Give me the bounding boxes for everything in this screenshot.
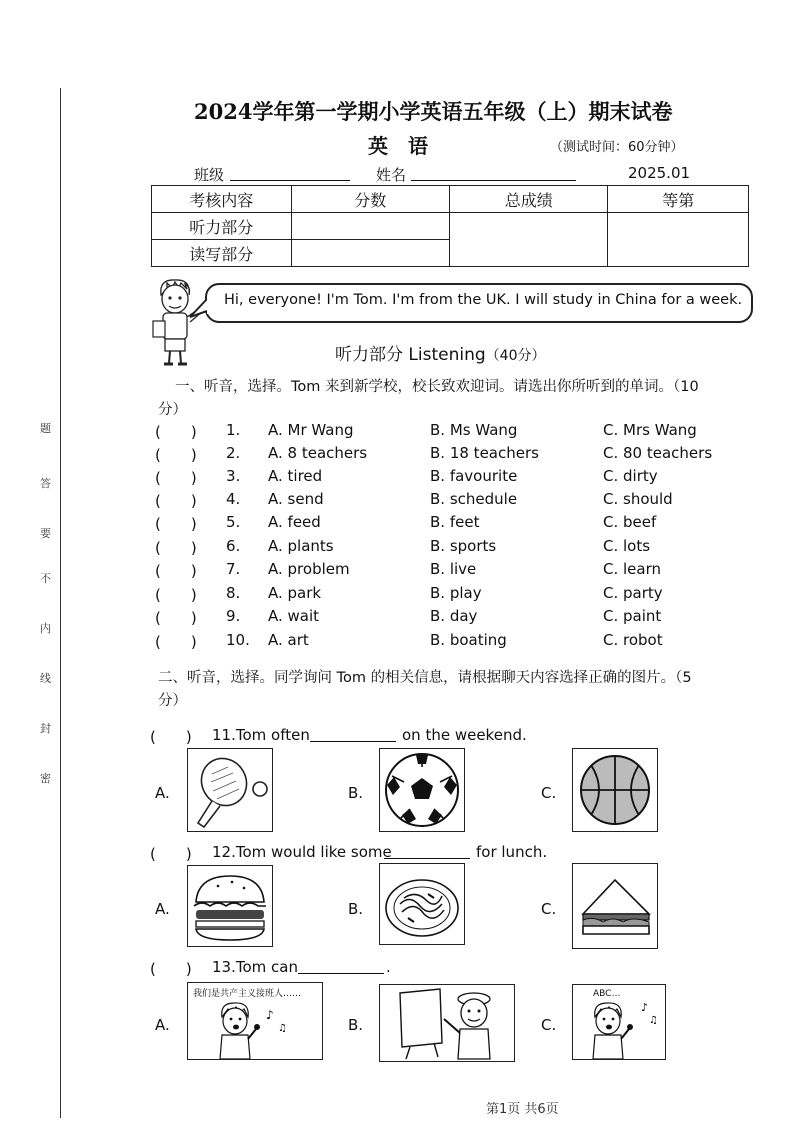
- question-12-text: 12.Tom would like some: [212, 843, 392, 861]
- listening-points: （40分）: [485, 348, 546, 364]
- option-b: B. sports: [430, 537, 497, 555]
- table-header-cell: 等第: [608, 186, 749, 213]
- answer-paren[interactable]: ( ): [150, 845, 192, 863]
- svg-text:♫: ♫: [649, 1015, 658, 1026]
- option-c: C. party: [603, 584, 663, 602]
- option-c-label: C.: [541, 900, 557, 918]
- question-number: 8.: [226, 584, 241, 602]
- option-a: A. wait: [268, 607, 320, 625]
- question-13-text: 13.Tom can: [212, 958, 298, 976]
- option-a: A. send: [268, 490, 324, 508]
- name-label: 姓名: [376, 166, 407, 184]
- option-b: B. Ms Wang: [430, 421, 518, 439]
- grade-cell[interactable]: [608, 213, 749, 267]
- side-strip-char: 要: [40, 527, 51, 540]
- question-number: 3.: [226, 467, 241, 485]
- picture-option-b[interactable]: [379, 863, 465, 945]
- question-number: 9.: [226, 607, 241, 625]
- picture-option-c[interactable]: [572, 863, 658, 949]
- option-c: C. beef: [603, 513, 657, 531]
- hamburger-icon: [188, 866, 272, 946]
- table-header-cell: 考核内容: [152, 186, 292, 213]
- picture-option-a[interactable]: [187, 865, 273, 947]
- bubble-tail-icon: [188, 297, 210, 321]
- time-note: （测试时间：60分钟）: [550, 140, 684, 155]
- option-a: A. tired: [268, 467, 323, 485]
- option-a: A. park: [268, 584, 322, 602]
- option-b: B. day: [430, 607, 478, 625]
- option-a: A. plants: [268, 537, 334, 555]
- section2-instruction-cont: 分）: [158, 693, 187, 709]
- question-number: 2.: [226, 444, 241, 462]
- option-b: B. play: [430, 584, 482, 602]
- answer-paren[interactable]: ( ): [155, 609, 197, 627]
- option-b-label: B.: [348, 1016, 364, 1034]
- option-a: A. feed: [268, 513, 321, 531]
- option-b: B. favourite: [430, 467, 518, 485]
- answer-paren[interactable]: ( ): [155, 633, 197, 651]
- total-score-cell[interactable]: [449, 213, 607, 267]
- option-b: B. feet: [430, 513, 480, 531]
- option-a: A. problem: [268, 560, 350, 578]
- answer-paren[interactable]: ( ): [155, 562, 197, 580]
- option-c: C. should: [603, 490, 673, 508]
- answer-paren[interactable]: ( ): [155, 469, 197, 487]
- binding-line: [60, 88, 61, 1118]
- option-a: A. art: [268, 631, 309, 649]
- option-b-label: B.: [348, 900, 364, 918]
- side-strip-char: 封: [40, 722, 51, 735]
- question-number: 10.: [226, 631, 250, 649]
- option-c-label: C.: [541, 784, 557, 802]
- answer-blank[interactable]: [298, 958, 384, 974]
- exam-title: 2024学年第一学期小学英语五年级（上）期末试卷: [194, 99, 673, 124]
- option-b: B. live: [430, 560, 477, 578]
- picture-option-b[interactable]: [379, 984, 515, 1062]
- picture-option-a[interactable]: [187, 748, 273, 832]
- song-caption: 我们是共产主义接班人……: [193, 989, 302, 999]
- answer-paren[interactable]: ( ): [155, 492, 197, 510]
- score-cell[interactable]: [291, 213, 449, 240]
- side-strip-char: 内: [40, 622, 51, 635]
- option-c-label: C.: [541, 1016, 557, 1034]
- score-table: [151, 185, 749, 267]
- subject-title: 英 语: [368, 134, 428, 158]
- option-c: C. robot: [603, 631, 663, 649]
- question-11-text: 11.Tom often: [212, 726, 310, 744]
- question-number: 1.: [226, 421, 241, 439]
- picture-option-a[interactable]: [187, 982, 323, 1060]
- option-c: C. paint: [603, 607, 662, 625]
- boy-painting-icon: [380, 985, 514, 1061]
- option-b: B. boating: [430, 631, 507, 649]
- section1-instruction: 一、听音，选择。Tom 来到新学校，校长致欢迎词。请选出你所听到的单词。（10: [175, 379, 699, 395]
- option-c: C. learn: [603, 560, 662, 578]
- option-a: A. Mr Wang: [268, 421, 354, 439]
- exam-date: 2025.01: [628, 164, 691, 182]
- option-c: C. 80 teachers: [603, 444, 713, 462]
- picture-option-c[interactable]: [572, 984, 666, 1060]
- side-strip-char: 题: [40, 422, 51, 435]
- answer-paren[interactable]: ( ): [155, 515, 197, 533]
- answer-blank[interactable]: [384, 843, 470, 859]
- speech-text: Hi, everyone! I'm Tom. I'm from the UK. I will study in China for a week.: [224, 292, 743, 308]
- option-b-label: B.: [348, 784, 364, 802]
- svg-text:♫: ♫: [278, 1023, 287, 1034]
- score-cell[interactable]: [291, 240, 449, 267]
- option-a-label: A.: [155, 784, 170, 802]
- boy-singing-abc-icon: [583, 997, 663, 1059]
- listening-heading-text: 听力部分 Listening: [335, 345, 486, 365]
- answer-paren[interactable]: ( ): [155, 539, 197, 557]
- question-11-text-end: on the weekend.: [402, 726, 527, 744]
- boy-singing-song-icon: [208, 997, 308, 1059]
- svg-text:♪: ♪: [641, 1001, 649, 1014]
- option-c: C. lots: [603, 537, 651, 555]
- question-number: 7.: [226, 560, 241, 578]
- option-b: B. 18 teachers: [430, 444, 539, 462]
- question-number: 4.: [226, 490, 241, 508]
- option-a-label: A.: [155, 1016, 170, 1034]
- table-row-label: 读写部分: [152, 240, 292, 267]
- question-12-text-end: for lunch.: [476, 843, 548, 861]
- class-field[interactable]: [230, 180, 350, 181]
- picture-option-c[interactable]: [572, 748, 658, 832]
- table-header-cell: 总成绩: [449, 186, 607, 213]
- question-number: 6.: [226, 537, 241, 555]
- side-strip-char: 密: [40, 772, 51, 785]
- side-strip-char: 线: [40, 672, 51, 685]
- option-c: C. dirty: [603, 467, 658, 485]
- question-number: 5.: [226, 513, 241, 531]
- option-b: B. schedule: [430, 490, 518, 508]
- abc-caption: ABC…: [593, 989, 621, 999]
- answer-paren[interactable]: ( ): [150, 728, 192, 746]
- page-number: 第1页 共6页: [486, 1102, 559, 1117]
- tom-character-icon: [145, 275, 205, 370]
- option-a: A. 8 teachers: [268, 444, 368, 462]
- table-header-cell: 分数: [291, 186, 449, 213]
- answer-paren[interactable]: ( ): [150, 960, 192, 978]
- soccer-ball-icon: [380, 749, 464, 831]
- option-c: C. Mrs Wang: [603, 421, 697, 439]
- ping-pong-paddle-icon: [188, 749, 272, 831]
- answer-paren[interactable]: ( ): [155, 446, 197, 464]
- svg-text:♪: ♪: [266, 1008, 274, 1022]
- section1-instruction-cont: 分）: [158, 402, 187, 418]
- listening-heading: [335, 340, 545, 365]
- side-strip-char: 不: [40, 572, 51, 585]
- answer-blank[interactable]: [310, 726, 396, 742]
- name-field[interactable]: [411, 180, 576, 181]
- answer-paren[interactable]: ( ): [155, 423, 197, 441]
- side-strip-char: 答: [40, 477, 51, 490]
- answer-paren[interactable]: ( ): [155, 586, 197, 604]
- class-label: 班级: [194, 166, 225, 184]
- basketball-icon: [573, 749, 657, 831]
- question-13-text-end: .: [386, 958, 391, 976]
- table-row-label: 听力部分: [152, 213, 292, 240]
- sandwich-icon: [573, 864, 657, 948]
- picture-option-b[interactable]: [379, 748, 465, 832]
- noodles-plate-icon: [380, 864, 464, 944]
- section2-instruction: 二、听音，选择。同学询问 Tom 的相关信息，请根据聊天内容选择正确的图片。（5: [158, 670, 692, 686]
- option-a-label: A.: [155, 900, 170, 918]
